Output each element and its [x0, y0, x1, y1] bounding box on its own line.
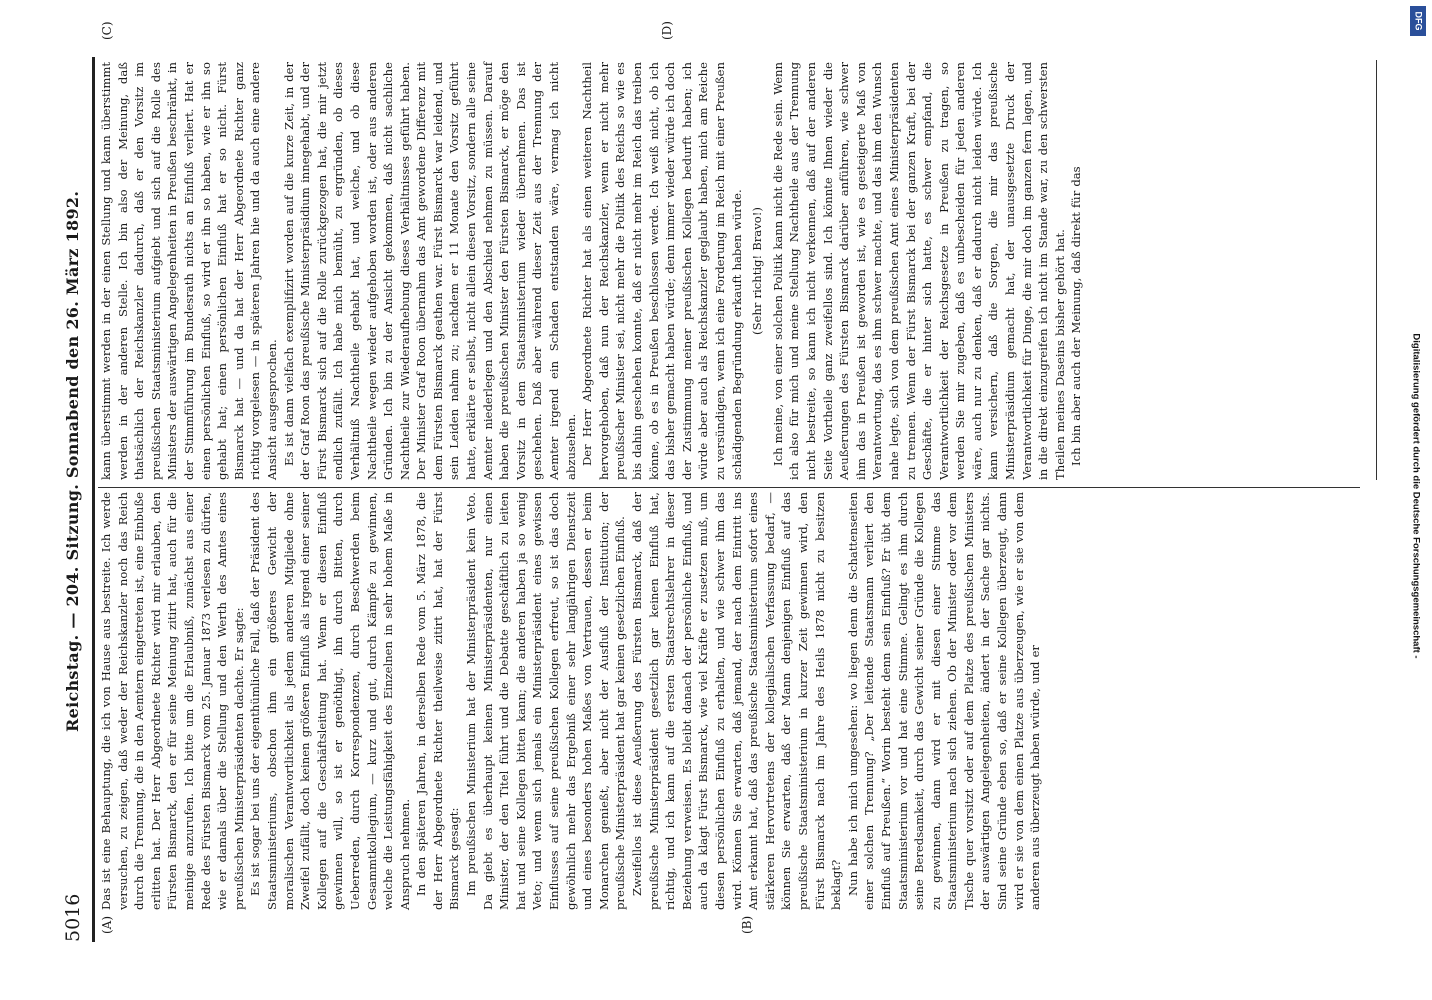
- page-title: Reichstag. — 204. Sitzung. Sonnabend den 26. März 1892.: [63, 190, 82, 732]
- paragraph: Das ist eine Behauptung, die ich von Hause aus bestreite. Ich werde versuchen, zu zeigen, daß weder der Reichskanzler noch das Reich durch die Trennung, die in den Aemtern eingetreten ist, eine Einbuße erlitten hat. Der Herr Abgeordnete Richter wird mir erlauben, den Fürsten Bismarck, den er für seine Meinung zitirt hat, auch für die meinige anzurufen. Ich bitte um die Erlaubniß, zunächst aus einer Rede des Fürsten Bismarck vom 25. Januar 1873 verlesen zu dürfen, wie er damals über die Stellung und den Werth des Amtes eines preußischen Ministerpräsidenten dachte. Er sagte:: [99, 492, 246, 910]
- dfg-logo-text: DFG: [1413, 11, 1423, 31]
- margin-marker-d: (D): [660, 21, 674, 40]
- left-column: [98, 492, 1044, 910]
- header-rule: [92, 57, 95, 942]
- quote-paragraph: Es ist sogar bei uns der eigenthümliche Fall, daß der Präsident des Staatsministeriums, obschon ihm ein größeres Gewicht der moralischen Verantwortlichkeit als jedem anderen Mitgliede ohne Zweifel zufällt, doch keinen größeren Einfluß als irgend einer seiner Kollegen auf die Geschäftsleitung hat. Wenn er diesen Einfluß gewinnen will, so ist er genöthigt, ihn durch Bitten, durch Ueberreden, durch Korrespondenzen, durch Beschwerden beim Gesammtkollegium, — kurz und gut, durch Kämpfe zu gewinnen, welche die Leistungsfähigkeit des Einzelnen in sehr hohem Maße in Anspruch nehmen.: [248, 492, 412, 910]
- paragraph: Ich bin aber auch der Meinung, daß direkt für das: [1069, 166, 1084, 466]
- paragraph: Nun habe ich mich umgesehen: wo liegen denn die Schattenseiten einer solchen Trennung? „Der leitende Staatsmann verliert den Einfluß auf Preußen.“ Worin besteht denn sein Einfluß? Er übt dem Staatsministerium vor und hat eine Stimme. Gelingt es ihm durch seine Beredsamkeit, durch das Gewicht seiner Gründe die Kollegen zu gewinnen, dann wird er mit diesen einer Stimme das Staatsministerium nach sich ziehen. Ob der Minister oder vor dem Tische quer vorsitzt oder auf dem Platze des preußischen Ministers der auswärtigen Angelegenheiten, ändert in der Sache gar nichts. Sind seine Gründe eben so, daß er seine Kollegen überzeugt, dann wird er sie von dem einen Platze aus überzeugen, wie er sie von dem anderen aus überzeugt haben würde, und er: [845, 492, 1043, 910]
- right-column: [98, 62, 1085, 480]
- credit-text: Digitalisierung gefördert durch die Deutsche Forschungsgemeinschaft -: [1410, 333, 1422, 659]
- page-number: 5016: [62, 893, 84, 942]
- paragraph: Ich meine, von einer solchen Politik kann nicht die Rede sein. Wenn ich also für mich und meine Stellung Nachtheile aus der Trennung nicht bestreite, so kann ich nicht verkennen, daß auf der anderen Seite Vortheile ganz zweifellos sind. Ich könnte Ihnen wieder die Aeußerungen des Fürsten Bismarck darüber anführen, wie schwer ihm das in Preußen ist geworden ist, wie es gesteigerte Maß von Verantwortung, das es ihm schwer machte, und das ihm den Wunsch nahe legte, sich von dem preußischen Amt eines Ministerpräsidenten zu trennen. Wenn der Fürst Bismarck bei der ganzen Kraft, bei der Geschäfte, die er hinter sich hatte, es schwer empfand, die Verantwortlichkeit der Reichsgesetze in Preußen zu tragen, so werden Sie mir zugeben, daß es unbescheiden für jeden anderen wäre, auch nur zu denken, daß er dadurch nicht leiden würde. Ich kann versichern, daß die Sorgen, die mir das preußische Ministerpräsidium gemacht hat, der unausgesetzte Druck der Verantwortlichkeit für Dinge, die mir doch im ganzen fern lagen, und in die direkt einzugreifen ich nicht im Stande war, zu den schwersten Theilen meines Daseins bisher gehört hat.: [770, 62, 1067, 480]
- margin-marker-b: (B): [740, 915, 754, 934]
- paragraph: In den späteren Jahren, in derselben Rede vom 5. März 1878, die der Herr Abgeordnete Richter theilweise zitirt hat, hat der Fürst Bismarck gesagt:: [414, 492, 462, 910]
- paragraph: Zweifellos ist diese Aeußerung des Fürsten Bismarck, daß der preußische Ministerpräsident gesetzlich gar keinen Einfluß hat, richtig, und ich kann auf die ersten Staatsrechtslehrer in dieser Beziehung verweisen. Es bleibt danach der persönliche Einfluß, und auch da klagt Fürst Bismarck, wie viel Kräfte er zusetzen muß, um diesen persönlichen Einfluß zu erhalten, und wie schwer ihm das wird. Können Sie erwarten, daß jemand, der nach dem Eintritt ins Amt erkannt hat, daß das preußische Staatsministerium sofort eines stärkeren Hervortretens der kollegialischen Verfassung bedarf, — können Sie erwarten, daß der Mann denjenigen Einfluß auf das preußische Staatsministerium in kurzer Zeit gewinnen wird, den Fürst Bismarck nach im Jahre des Heils 1878 nicht zu besitzen beklagt?: [630, 492, 844, 910]
- footer-rule: [1376, 60, 1377, 480]
- interjection: (Sehr richtig! Bravo!): [750, 207, 765, 335]
- paragraph: kann überstimmt werden in der einen Stellung und kann überstimmt werden in der anderen Stelle. Ich bin also der Meinung, daß thatsächlich der Reichskanzler dadurch, daß er den Vorsitz im preußischen Staatsministerium aufgiebt und sich auf die Rolle des Ministers der auswärtigen Angelegenheiten in Preußen beschränkt, in der Stimmführung im Bundesrath nichts an Einfluß verliert. Hat er einen persönlichen Einfluß, so wird er ihn so haben, wie er ihn so gehabt hat; einen persönlichen Einfluß hat er so nicht. Fürst Bismarck hat — und da hat der Herr Abgeordnete Richter ganz richtig vorgelesen — in späteren Jahren hie und da auch eine andere Ansicht ausgesprochen.: [99, 61, 279, 480]
- paragraph: Der Herr Abgeordnete Richter hat als einen weiteren Nachtheil hervorgehoben, daß nun der Reichskanzler, wenn er nicht mehr preußischer Minister sei, nicht mehr die Politik des Reichs so wie es bis dahin geschehen konnte, daß er nicht mehr im Reich das treiben könne, ob es in Preußen beschlossen werde. Ich weiß nicht, ob ich das bisher gemacht haben würde; denn immer wieder würde ich doch der Zustimmung meiner preußischen Kollegen bedurft haben; ich würde aber auch als Reichskanzler geglaubt haben, mich am Reiche zu versündigen, wenn ich eine Forderung im Reich mit einer Preußen schädigenden Begründung erkauft haben würde.: [580, 62, 744, 480]
- margin-marker-a: (A): [100, 915, 114, 934]
- paragraph: Es ist dann vielfach exemplifizirt worden auf die kurze Zeit, in der der Graf Roon das preußische Ministerpräsidium innegehabt, und der Fürst Bismarck sich auf die Rolle zurückgezogen hat, die mir jetzt endlich zufällt. Ich habe mich bemüht, zu ergründen, ob dieses Verhältniß Nachtheile gehabt hat, und welche, und ob diese Nachtheile wegen wieder aufgehoben worden ist, oder aus anderen Gründen. Ich bin zu der Ansicht gekommen, daß nicht sachliche Nachtheile zur Wiederaufhebung dieses Verhältnisses geführt haben. Der Minister Graf Roon übernahm das Amt gewordene Differenz mit dem Fürsten Bismarck geathen war. Fürst Bismarck war leidend, und sein Leiden nahm zu; nachdem er 11 Monate den Vorsitz geführt hatte, erklärte er selbst, nicht allein diesen Vorsitz, sondern alle seine Aemter niederlegen und den Abschied nehmen zu müssen. Darauf haben die preußischen Minister den Fürsten Bismarck, er möge den Vorsitz in dem Staatsministerium wieder übernehmen. Das ist geschehen. Daß aber während dieser Zeit aus der Trennung der Aemter irgend ein Schaden entstanden wäre, vermag ich nicht abzusehen.: [281, 62, 578, 480]
- quote-paragraph: Im preußischen Ministerium hat der Ministerpräsident kein Veto. Da giebt es überhaupt keinen Ministerpräsidenten, nur einen Minister, der den Titel führt und die Debatte geschäftlich zu leiten hat und seine Kollegen bitten kann; die anderen haben ja so wenig Veto; und wenn sich jemals ein Ministerpräsident eines gewissen Einflusses auf seine preußischen Kollegen erfreut, so ist das doch gewöhnlich mehr das Ergebniß einer sehr langjährigen Dienstzeit und eines besonders hohen Maßes von Vertrauen, dessen er beim Monarchen genießt, aber nicht der Ausfluß der Institution; der preußische Ministerpräsident hat gar keinen gesetzlichen Einfluß.: [464, 492, 628, 910]
- column-divider: [98, 487, 1360, 488]
- margin-marker-c: (C): [100, 21, 114, 40]
- digitization-credit: [1404, 6, 1428, 986]
- page-header: [62, 42, 86, 942]
